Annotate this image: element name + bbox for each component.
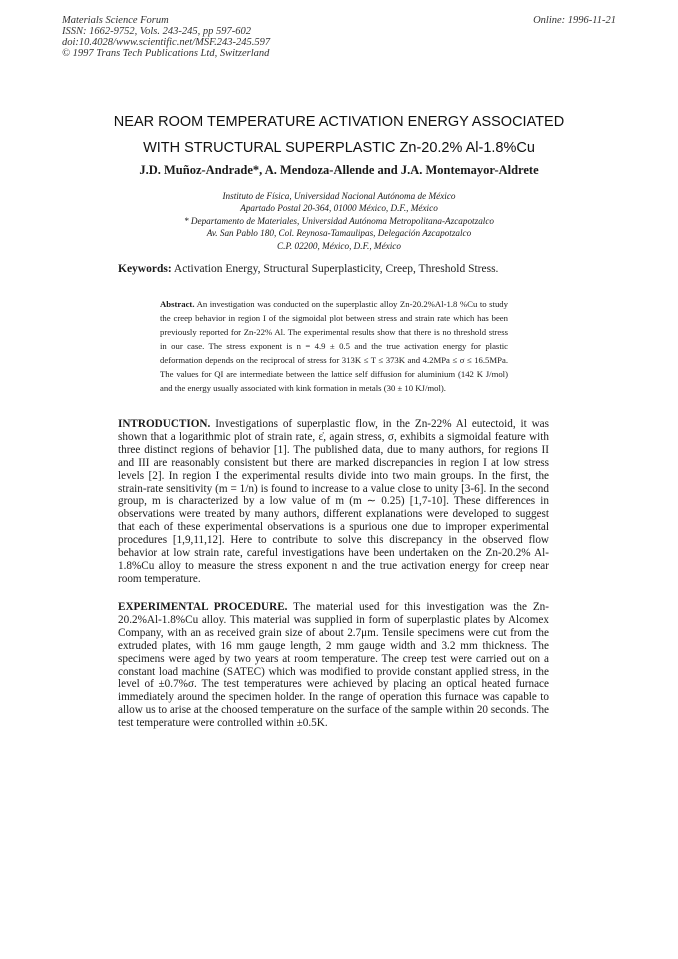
- introduction-text: Investigations of superplastic flow, in the Zn-22% Al eutectoid, it was shown that a logarithmic plot of strain rate, ε̇, again stress, σ, exhibits a sigmoidal feature with three distinct regions of behavior [1]. The published data, due to many authors, for regions II and III are reasonably consistent but there are marked discrepancies in region I at low stress levels [2]. In region I the experimental results divide into two main groups. In the first, the strain-rate sensitivity (m = 1/n) is found to increase to a value close to unity [3-6]. In the second group, m is characterized by a low value of m (m ∼ 0.25) [1,7-10]. These differences in observations were treated by many authors, different explanations were developed to suggest that each of these experimental observations is a spurious one due to improper experimental procedures [1,9,11,12]. Here to contribute to solve this discrepancy in the observed flow behavior at low strain rate, careful investigations have been undertaken on the Zn-20.2% Al-1.8%Cu alloy to measure the stress exponent n and the true activation energy for creep near room temperature.: [118, 418, 549, 585]
- keywords-text: Activation Energy, Structural Superplasticity, Creep, Threshold Stress.: [173, 263, 499, 275]
- authors: J.D. Muñoz-Andrade*, A. Mendoza-Allende and J.A. Montemayor-Aldrete: [139, 163, 539, 177]
- keywords: [118, 263, 558, 275]
- affiliations: [0, 190, 678, 252]
- experimental-heading: EXPERIMENTAL PROCEDURE.: [118, 601, 288, 613]
- copyright-line: © 1997 Trans Tech Publications Ltd, Switzerland: [62, 48, 270, 59]
- online-date: Online: 1996-11-21: [533, 15, 616, 26]
- abstract: [160, 297, 508, 395]
- abstract-label: Abstract.: [160, 299, 195, 309]
- title-line-2: WITH STRUCTURAL SUPERPLASTIC Zn-20.2% Al-1.8%Cu: [143, 140, 535, 156]
- title-line-1: NEAR ROOM TEMPERATURE ACTIVATION ENERGY ASSOCIATED: [113, 114, 565, 130]
- introduction-section: [118, 418, 549, 586]
- journal-header: [62, 15, 270, 59]
- introduction-heading: INTRODUCTION.: [118, 418, 211, 430]
- keywords-label: Keywords:: [118, 263, 172, 275]
- affiliation-line: * Departamento de Materiales, Universidad Autónoma Metropolitana-Azcapotzalco: [183, 215, 495, 226]
- experimental-section: [118, 601, 549, 730]
- doi-line: doi:10.4028/www.scientific.net/MSF.243-245.597: [62, 37, 271, 48]
- affiliation-line: Apartado Postal 20-364, 01000 México, D.F., México: [240, 203, 438, 214]
- experimental-text: The material used for this investigation was the Zn-20.2%Al-1.8%Cu alloy. This material was supplied in form of superplastic plates by Alcomex Company, with an as received grain size of about 2.7μm. Tensile specimens were cut from the extruded plates, with 16 mm gauge length, 2 mm gauge width and 3.2 mm thickness. The specimens were aged by two years at room temperature. The creep test were carried out on a constant load machine (SATEC) which was modified to provide constant applied stress, in the level of ±0.7%σ. The test temperatures were achieved by placing an optical heated furnace immediately around the specimen holder. In the range of operation this furnace was capable to allow us to arise at the choosed temperature on the surface of the sample within 20 seconds. The test temperature were controlled within ±0.5K.: [118, 601, 550, 730]
- affiliation-line: Av. San Pablo 180, Col. Reynosa-Tamaulipas, Delegación Azcapotzalco: [206, 228, 472, 239]
- issn-line: ISSN: 1662-9752, Vols. 243-245, pp 597-602: [62, 26, 251, 37]
- abstract-text: An investigation was conducted on the superplastic alloy Zn-20.2%Al-1.8 %Cu to study the creep behavior in region I of the sigmoidal plot between stress and strain rate which has been previously reported for Zn-22% Al. The experimental results show that there is no threshold stress in our case. The stress exponent is n = 4.9 ± 0.5 and the true activation energy for plastic deformation depends on the reciprocal of stress for 313K ≤ T ≤ 373K and 4.2MPa ≤ σ ≤ 16.5MPa. The values for QI are intermediate between the lattice self diffusion for aluminium (142 K J/mol) and the energy usually associated with kink formation in metals (30 ± 10 KJ/mol).: [160, 299, 508, 393]
- affiliation-line: C.P. 02200, México, D.F., México: [277, 240, 401, 251]
- journal-name: Materials Science Forum: [62, 15, 169, 26]
- affiliation-line: Instituto de Física, Universidad Nacional Autónoma de México: [222, 191, 456, 201]
